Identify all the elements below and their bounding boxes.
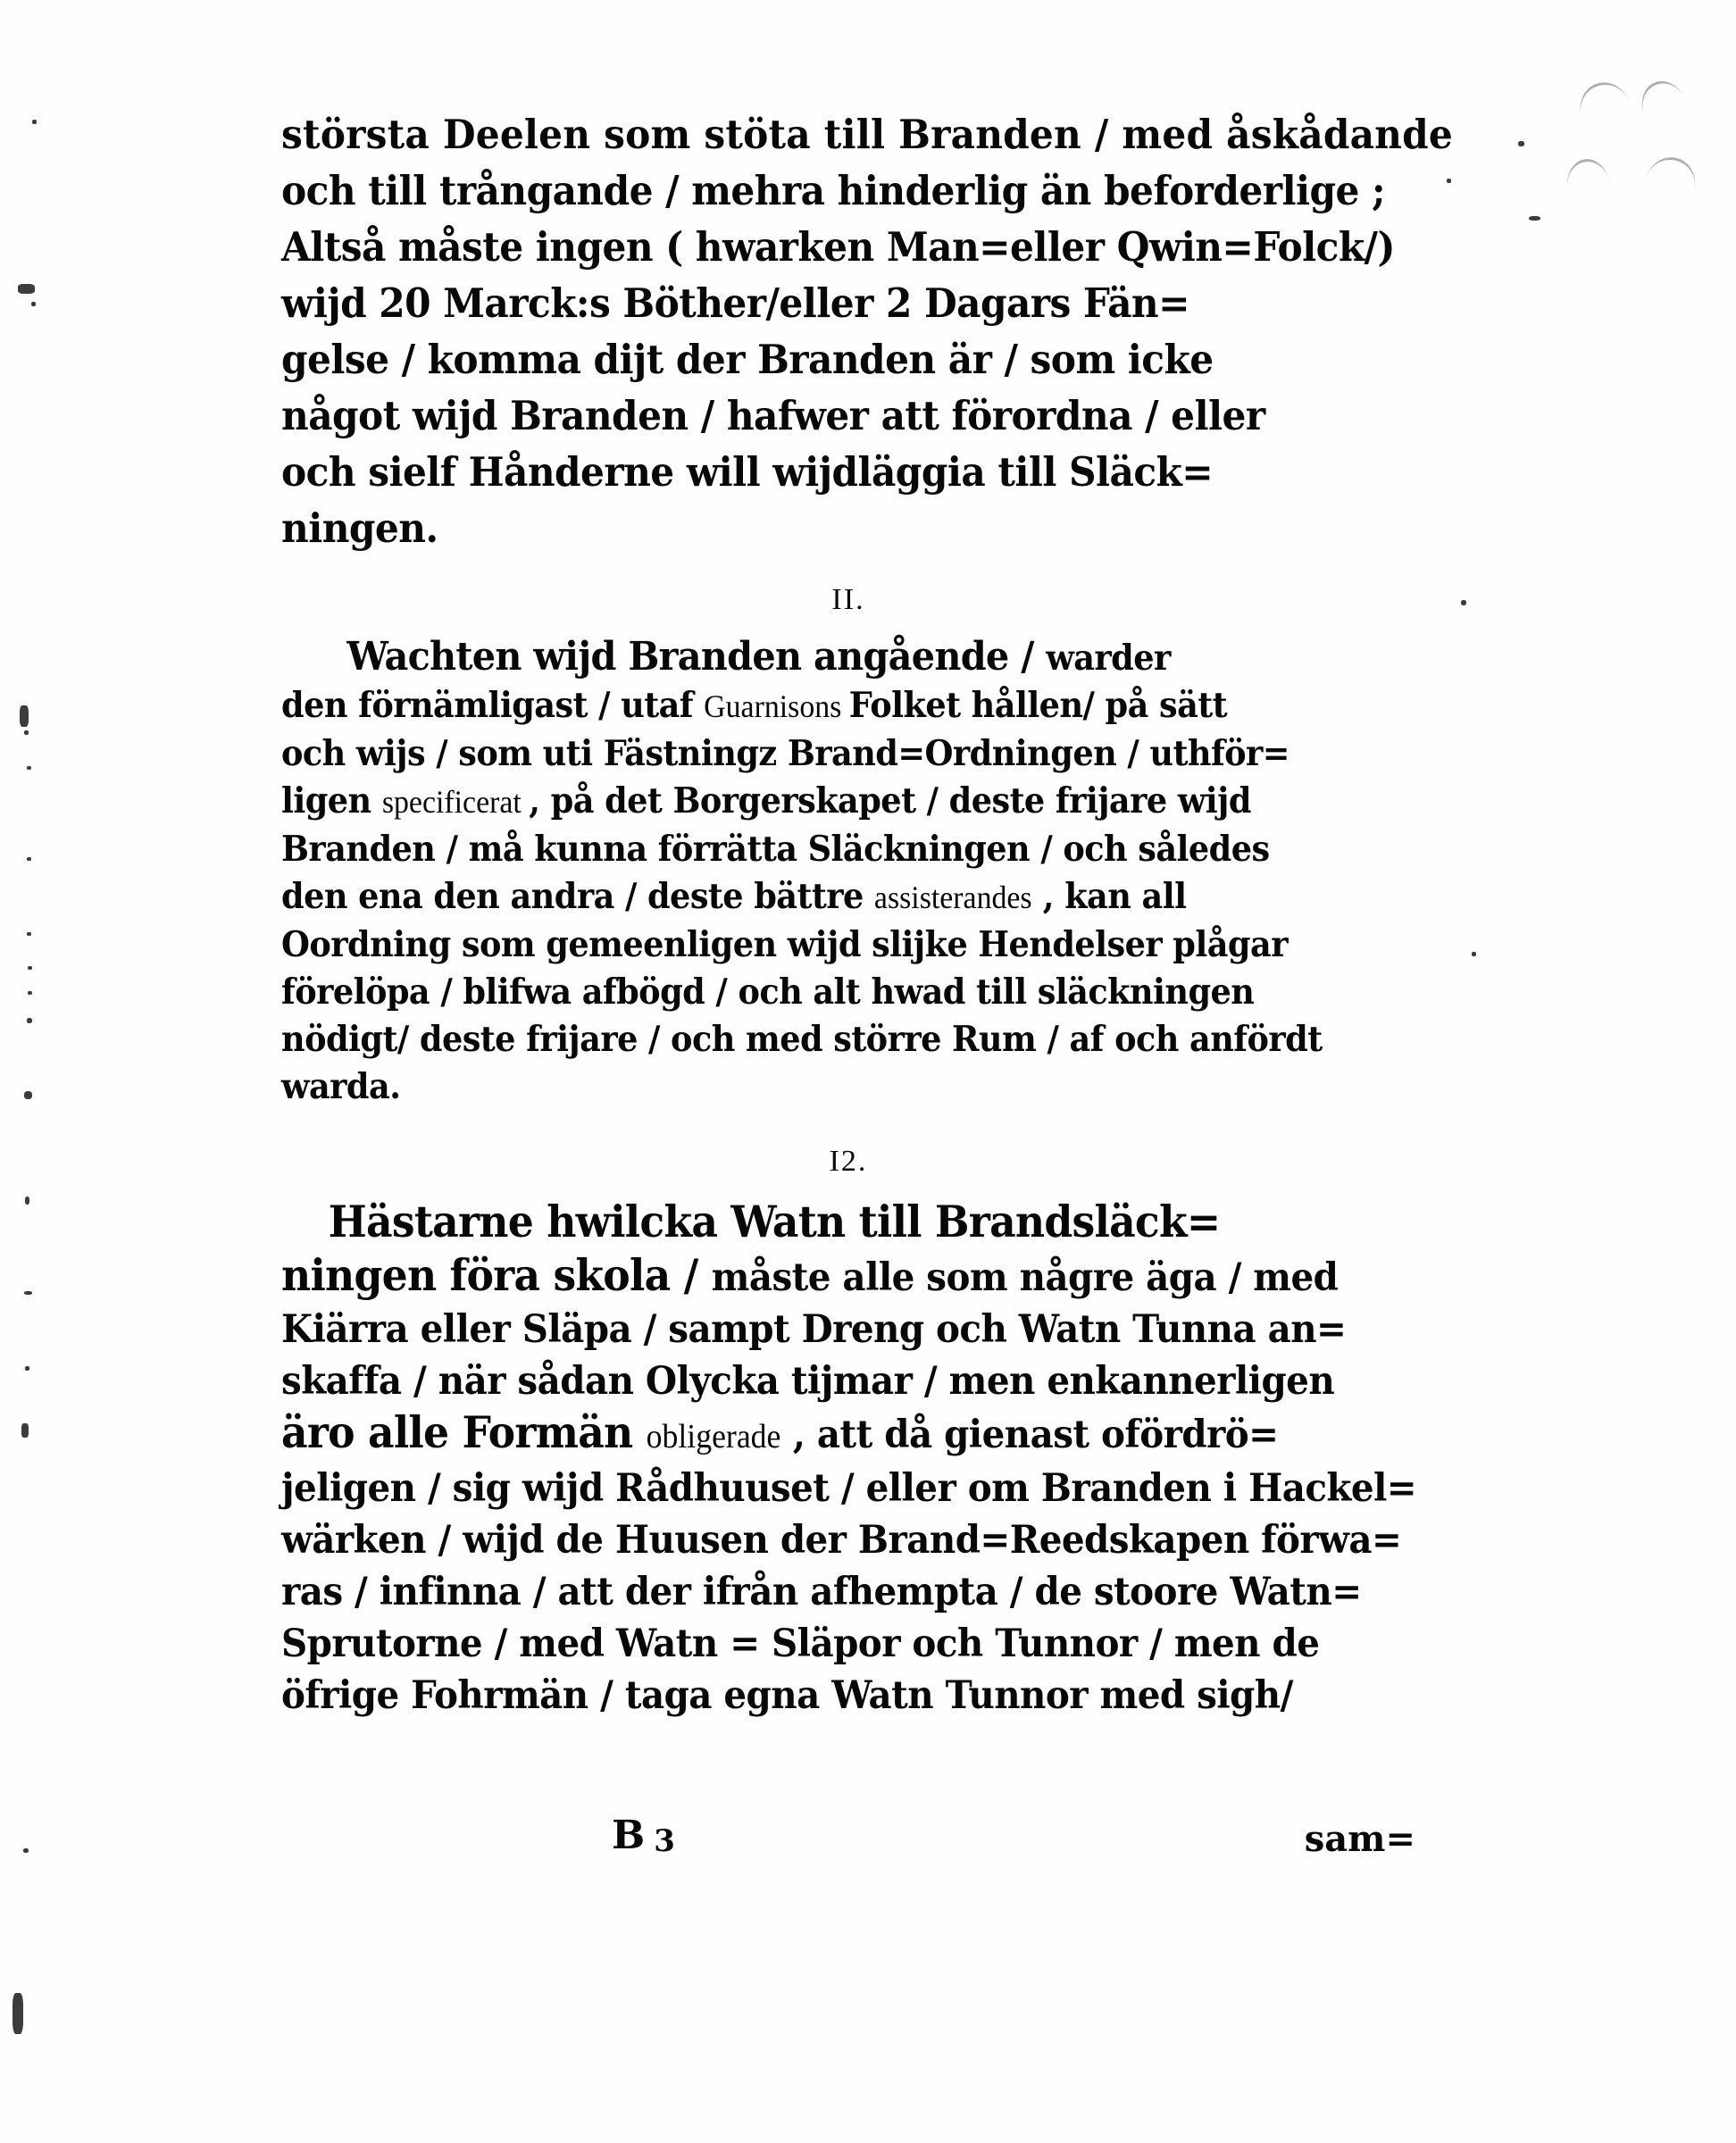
text-line: äro alle Formän obligerade , att då gienast ofördrö= <box>281 1407 1279 1458</box>
bleed-through-artifact <box>1564 156 1614 218</box>
text-line: Oordning som gemeenligen wijd slijke Hendelser plågar <box>281 924 1288 965</box>
page-text-block <box>281 107 1453 1722</box>
text-line: och till trångande / mehra hinderlig än beforderlige ; <box>281 167 1386 214</box>
bleed-through-artifact <box>1573 76 1639 145</box>
scan-speck <box>18 284 35 294</box>
signature-number: 3 <box>654 1823 675 1859</box>
scan-speck <box>31 302 36 306</box>
scan-speck <box>24 1291 32 1295</box>
section-number-12: I2. <box>829 1145 868 1178</box>
bleed-through-artifact <box>1639 152 1701 219</box>
text-line: nödigt/ deste frijare / och med större Rum / af och anfördt <box>281 1019 1323 1060</box>
text-line: gelse / komma dijt der Branden är / som icke <box>281 336 1214 383</box>
text-line: Hästarne hwilcka Watn till Brandsläck= <box>328 1197 1221 1247</box>
scan-speck <box>25 1197 29 1205</box>
scan-speck <box>20 705 29 727</box>
text-line: och sielf Hånderne will wijdläggia till Släck= <box>281 448 1214 496</box>
text-line: och wijs / som uti Fästningz Brand=Ordningen / uthför= <box>281 733 1289 774</box>
text-line: ningen. <box>281 504 438 552</box>
scan-speck <box>1472 952 1476 956</box>
text-line: ras / infinna / att der ifrån afhempta / de stoore Watn= <box>281 1570 1362 1614</box>
text-line: största Deelen som stöta till Branden / med åskådande <box>281 111 1453 158</box>
text-line: jeligen / sig wijd Rådhuuset / eller om Branden i Hackel= <box>281 1466 1417 1511</box>
text-line: Branden / må kunna förrätta Släckningen / och således <box>281 829 1270 870</box>
scan-speck <box>27 932 31 936</box>
scan-speck <box>1461 600 1466 605</box>
scan-speck <box>27 857 31 861</box>
text-line: Sprutorne / med Watn = Släpor och Tunnor / men de <box>281 1622 1320 1666</box>
scan-speck <box>23 1848 29 1853</box>
text-line: den förnämligast / utaf Guarnisons Folket hållen/ på sätt <box>281 685 1228 726</box>
scan-speck <box>24 730 29 735</box>
scan-speck <box>21 1423 29 1438</box>
scan-speck <box>13 1993 23 2034</box>
text-line: skaffa / när sådan Olycka tijmar / men enkannerligen <box>281 1359 1335 1404</box>
text-line: något wijd Branden / hafwer att förordna / eller <box>281 392 1265 439</box>
text-line: ningen föra skola / måste alle som någre äga / med <box>281 1250 1339 1301</box>
text-line: förelöpa / blifwa afbögd / och alt hwad till släckningen <box>281 971 1255 1013</box>
scan-speck <box>1518 141 1524 146</box>
section-number-11: II. <box>831 583 865 616</box>
catchword: sam= <box>1304 1818 1415 1860</box>
scan-speck <box>27 1018 32 1023</box>
paragraph-section-12 <box>281 1197 1415 1722</box>
scan-speck <box>32 120 37 124</box>
text-line: ligen specificerat , på det Borgerskapet / deste frijare wijd <box>281 780 1251 821</box>
scan-speck <box>1529 216 1540 221</box>
scan-speck <box>27 766 31 770</box>
scan-speck <box>25 1366 29 1371</box>
text-line: Wachten wijd Branden angående / warder <box>346 634 1171 680</box>
scan-speck <box>1447 179 1451 183</box>
page-footer <box>281 1813 1415 1875</box>
signature-mark <box>612 1813 675 1859</box>
scan-speck <box>24 1091 32 1099</box>
bleed-through-artifact <box>1633 74 1697 144</box>
paragraph-section-11 <box>281 633 1415 1111</box>
text-line: Kiärra eller Släpa / sampt Dreng och Watn Tunna an= <box>281 1307 1347 1352</box>
signature-letter: B <box>612 1813 646 1858</box>
paragraph-section-10-continuation <box>281 107 1453 556</box>
text-line: wärken / wijd de Huusen der Brand=Reedskapen förwa= <box>281 1518 1402 1563</box>
text-line: Altså måste ingen ( hwarken Man=eller Qwin=Folck/) <box>281 223 1395 271</box>
text-line: den ena den andra / deste bättre assisterandes , kan all <box>281 876 1187 917</box>
scan-speck <box>28 966 32 970</box>
scan-speck <box>28 991 32 995</box>
text-line: warda. <box>281 1066 401 1107</box>
text-line: öfrige Fohrmän / taga egna Watn Tunnor med sigh/ <box>281 1673 1293 1718</box>
text-line: wijd 20 Marck:s Böther/eller 2 Dagars Fän= <box>281 279 1190 327</box>
